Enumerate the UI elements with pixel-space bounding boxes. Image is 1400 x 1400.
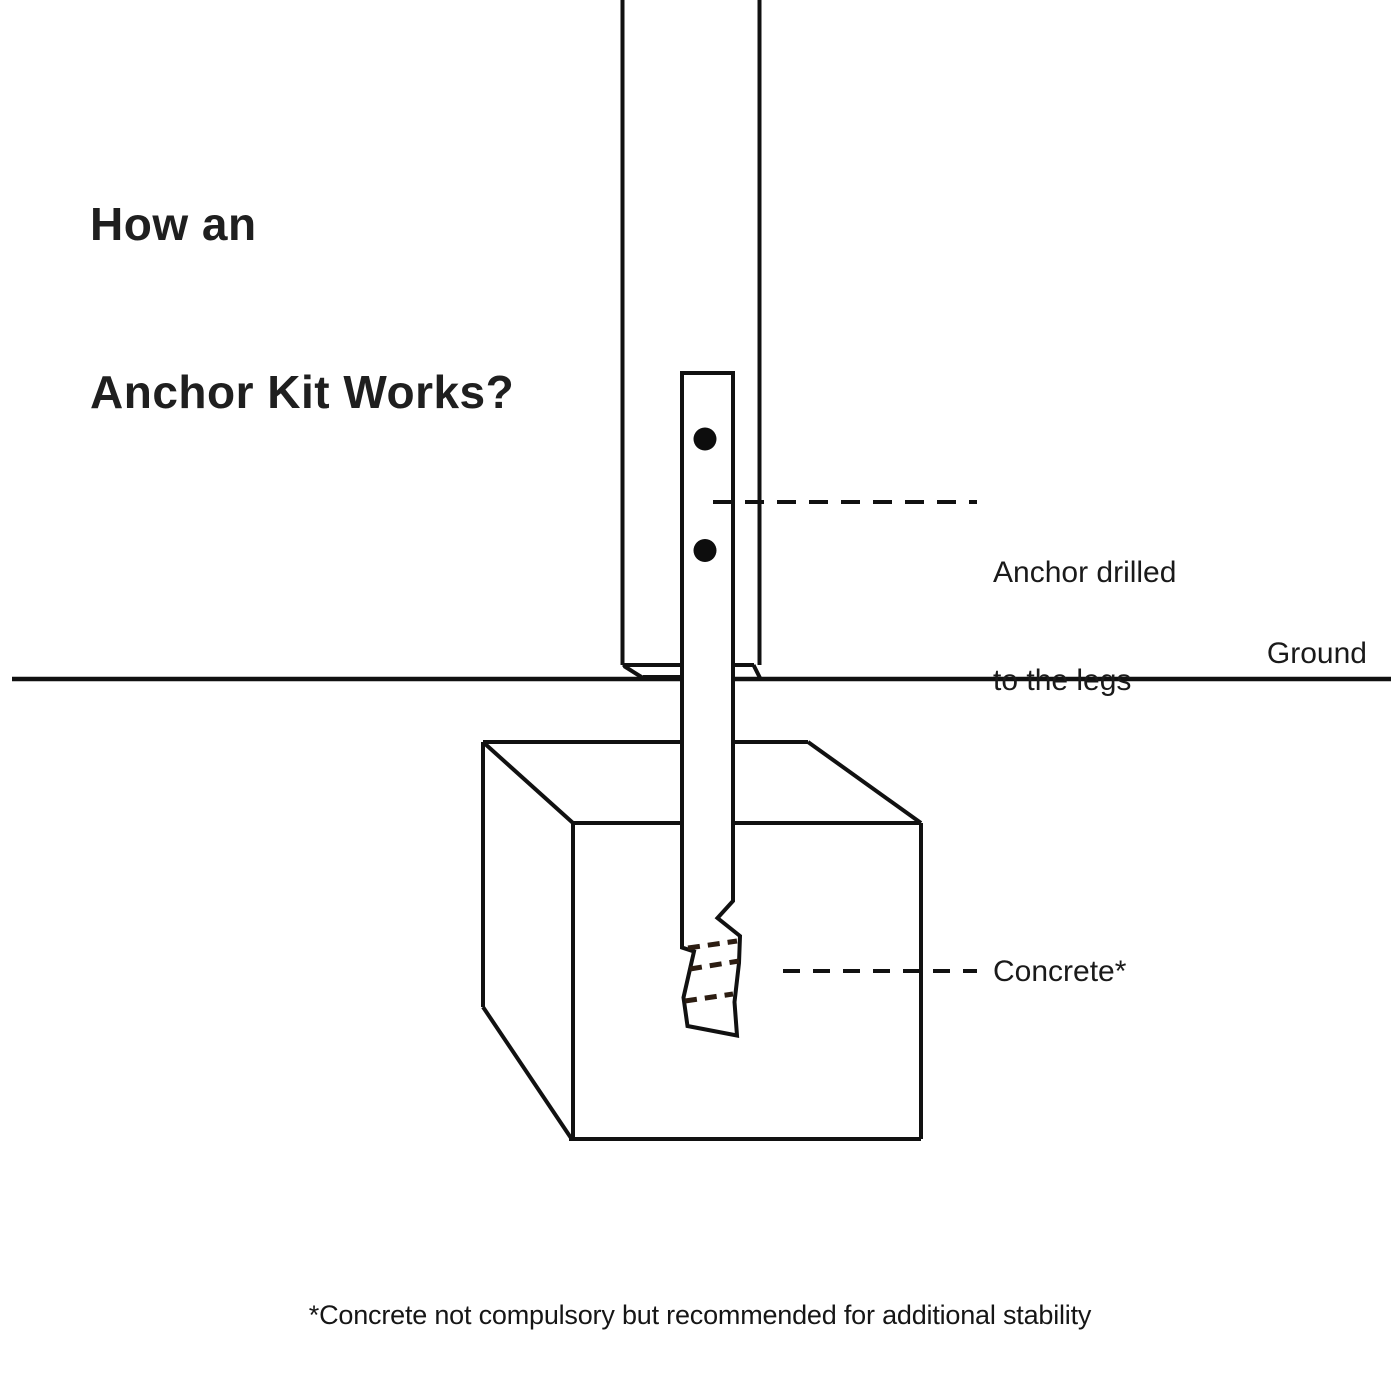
page-title	[90, 84, 514, 532]
anchor-label	[993, 483, 1176, 771]
concrete-block-top-left-edge	[483, 742, 573, 823]
anchor-label-line-1: Anchor drilled	[993, 556, 1177, 589]
ground-label: Ground	[1266, 637, 1367, 670]
leg-foot-right-chamfer	[754, 665, 761, 678]
concrete-block-bottom-left-edge	[483, 1007, 571, 1138]
concrete-block-top-right-edge	[808, 742, 921, 823]
leg-foot-left-chamfer	[624, 666, 643, 678]
footnote: *Concrete not compulsory but recommended for additional stability	[308, 1300, 1092, 1330]
page-title-line-2: Anchor Kit Works?	[90, 366, 515, 418]
anchor-screw-hole-bottom	[694, 539, 717, 562]
anchor-screw-hole-top	[694, 428, 717, 451]
concrete-label: Concrete*	[993, 955, 1127, 988]
anchor-plate-outline	[682, 373, 740, 1036]
anchor-bar	[682, 373, 740, 1036]
anchor-label-line-2: to the legs	[993, 664, 1132, 697]
page-title-line-1: How an	[90, 198, 257, 250]
